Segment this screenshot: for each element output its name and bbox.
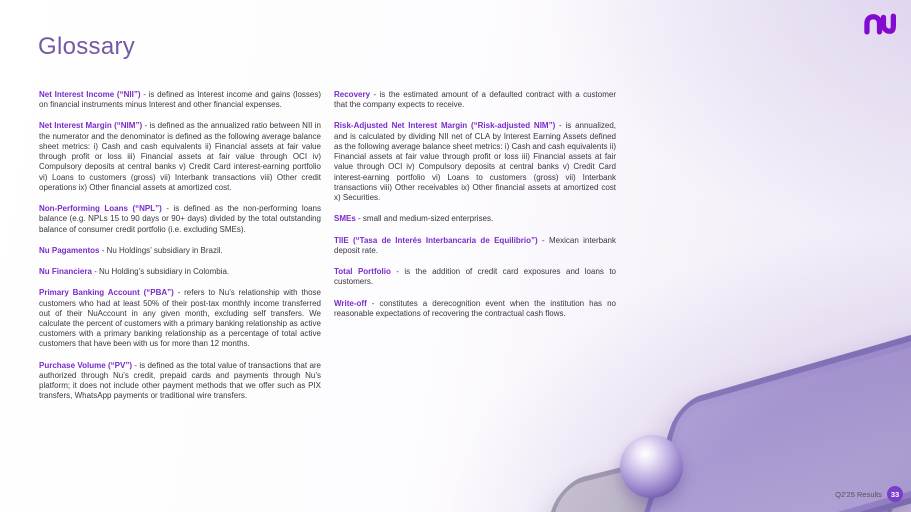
glossary-definition: - is defined as the annualized ratio between NII in the numerator and the denominator is defined as the following average balance sheet metrics: i) Cash and cash equivalents ii) Financial assets at fair value through profit or loss iii) Financial assets at fair value through OCI iv) Compulsory deposits at central banks v) Credit Card interest-earning portfolio vi) Loans to customers (gross) vii) Interbank transactions viii) Other credit operations ix) Other financial assets at amortized cost. <box>39 121 321 192</box>
glossary-entry <box>334 267 616 287</box>
glossary-definition: - is the estimated amount of a defaulted contract with a customer that the company expects to receive. <box>334 90 616 110</box>
glossary-definition: - is defined as the non-performing loans balance (e.g. NPLs 15 to 90 days or 90+ days) divided by the total outstanding balance of consumer credit portfolio (i.e. excluding SMEs). <box>39 204 321 234</box>
glossary-definition: - refers to Nu’s relationship with those customers who had at least 50% of their post-tax monthly income transferred out of their NuAccount in any given month, excluding self transfers. We calculate the percent of customers with a primary banking relationship as active customers with a primary banking relationship as a percentage of total active customers that have been with us for more than 12 months. <box>39 288 321 349</box>
results-label: Q2'25 Results <box>835 489 882 499</box>
glossary <box>39 90 616 413</box>
glossary-entry <box>39 361 321 402</box>
glossary-term: Nu Pagamentos <box>39 245 100 255</box>
glossary-entry <box>39 121 321 193</box>
glossary-term: Total Portfolio <box>334 267 391 277</box>
glossary-entry <box>39 246 321 256</box>
glossary-column-right <box>334 90 616 413</box>
glossary-definition: - is defined as Interest income and gains (losses) on financial instruments minus Interest and other financial expenses. <box>39 90 322 110</box>
glossary-definition: - Nu Holding’s subsidiary in Colombia. <box>91 267 230 277</box>
glossary-term: Risk-Adjusted Net Interest Margin (“Risk-adjusted NIM”) <box>334 121 556 131</box>
glossary-entry <box>39 204 321 235</box>
glossary-term: Non-Performing Loans (“NPL”) <box>39 204 162 214</box>
glossary-term: Net Interest Margin (“NIM”) <box>39 121 143 131</box>
glossary-term: Recovery <box>334 90 371 99</box>
nu-logo-icon <box>863 13 896 35</box>
glossary-entry <box>39 90 321 110</box>
glossary-definition: - is defined as the total value of transactions that are authorized through Nu’s credit, prepaid cards and payments through Nu’s platform; it does not include other payment methods that we offer such as PIX transfers, WhatsApp payments or traditional wire transfers. <box>39 360 322 401</box>
decoration-sphere <box>620 435 683 498</box>
glossary-definition: - constitutes a derecognition event when the institution has no reasonable expectations of recovering the contractual cash flows. <box>334 298 616 318</box>
glossary-entry <box>334 121 616 203</box>
glossary-definition: - is the addition of credit card exposures and loans to customers. <box>334 267 616 287</box>
glossary-term: SMEs <box>334 214 356 224</box>
glossary-term: Nu Financiera <box>39 267 92 277</box>
glossary-entry <box>39 267 321 277</box>
glossary-term: Net Interest Income (“NII”) <box>39 90 141 99</box>
glossary-term: TIIE (“Tasa de Interés Interbancaria de Equilibrio”) <box>334 235 538 245</box>
glossary-definition: - Nu Holdings’ subsidiary in Brazil. <box>99 245 223 255</box>
glossary-column-left <box>39 90 321 413</box>
glossary-entry <box>334 214 616 224</box>
glossary-entry <box>334 90 616 110</box>
page-title: Glossary <box>38 33 136 60</box>
footer <box>835 486 903 502</box>
glossary-entry <box>334 299 616 319</box>
glossary-term: Purchase Volume (“PV”) <box>39 360 133 370</box>
glossary-definition: - is annualized, and is calculated by dividing NII net of CLA by Interest Earning Assets defined as the following average balance sheet metrics: i) Cash and cash equivalents ii) Financial assets at fair value through profit or loss iii) Financial assets at fair value through OCI iv) Compulsory deposits at central banks v) Credit Card interest-earning portfolio vi) Loans to customers (gross) vii) Interbank transactions viii) Other receivables ix) Other financial assets at amortized cost x) Securities. <box>334 121 617 203</box>
glossary-entry <box>334 236 616 256</box>
glossary-term: Write-off <box>334 298 367 308</box>
glossary-definition: - small and medium-sized enterprises. <box>355 214 494 224</box>
glossary-entry <box>39 288 321 349</box>
glossary-definition: - Mexican interbank deposit rate. <box>334 235 617 255</box>
page-number-badge: 33 <box>887 486 903 502</box>
glossary-term: Primary Banking Account (“PBA”) <box>39 288 174 298</box>
